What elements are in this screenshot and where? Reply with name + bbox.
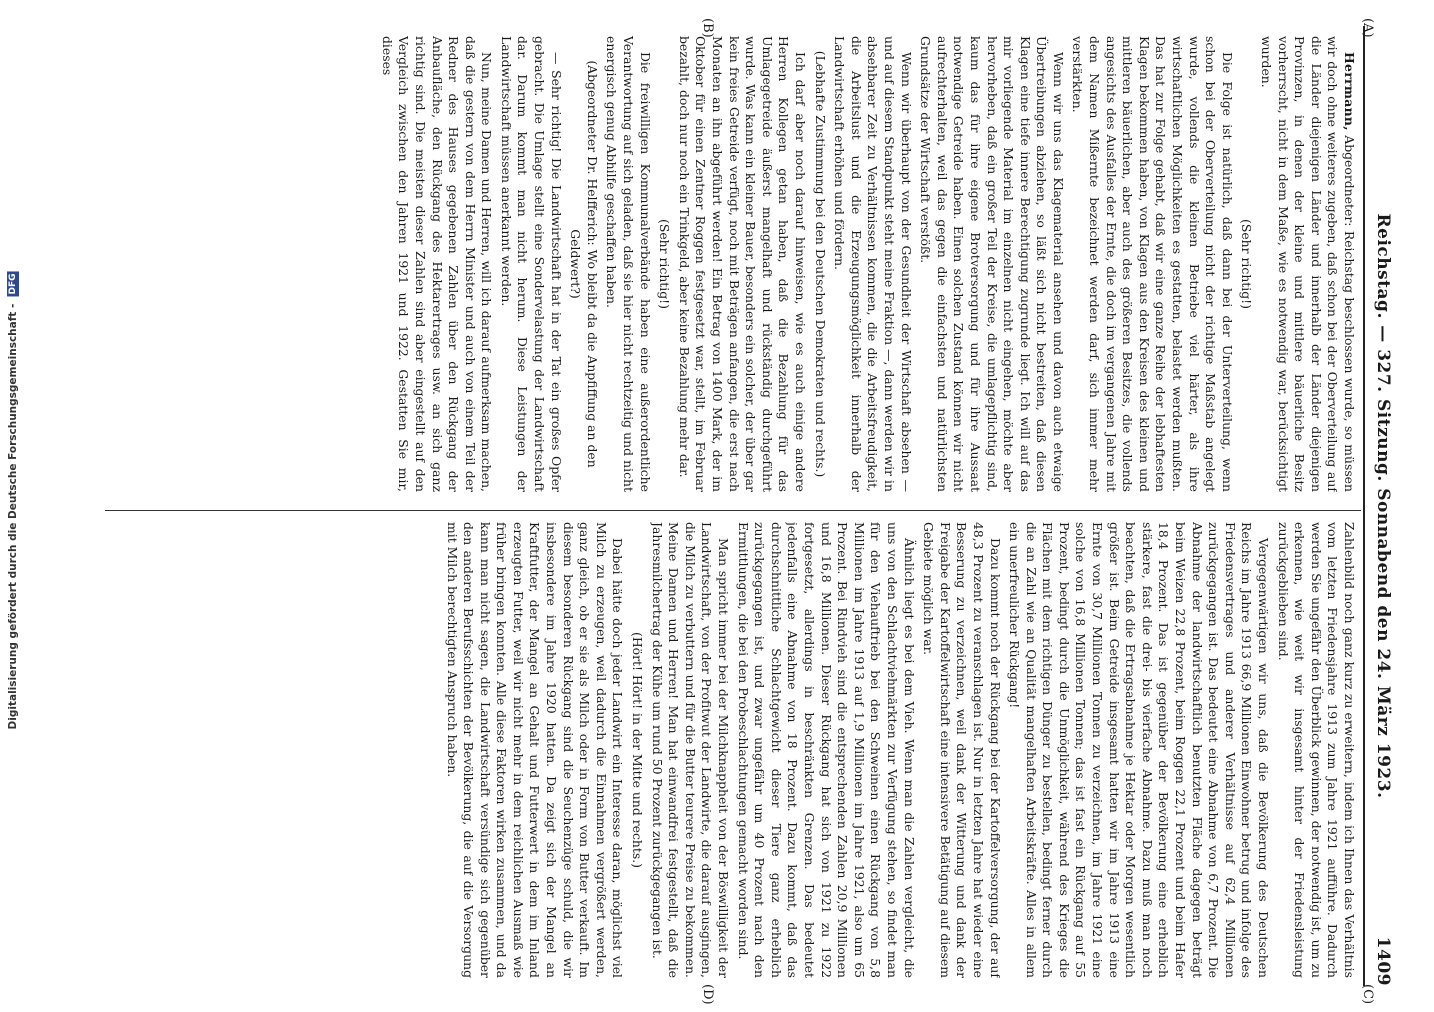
paragraph: Dazu kommt noch der Rückgang bei der Kartoffelversorgung, der auf 48,3 Prozent zu veranschlagen ist. Nur in letzten Jahre hat wieder eine Besserung zu verzeichnen, weil dank der Witterung und dank der Freigabe der Kartoffelwirtschaft eine intensivere Betätigung auf diesem Gebiete möglich war.	[921, 522, 1003, 978]
rotated-page	[81, 12, 1415, 1012]
paragraph: Ich darf aber noch darauf hinweisen, wie es auch einige andere Herren Kollegen getan haben, daß die Bezahlung für das Umlagegetreide äußerst mangelhaft und rückständig durchgeführt wurde. Was kann ein kleiner Bauer, besonders ein solcher, der über gar kein freies Getreide verfügt, noch mit Beträgen anfangen, die erst nach Monaten an ihn abgeführt werden! Ein Betrag von 1400 Mark, der im Oktober für einen Zentner Roggen festgesetzt war, stellt, im Februar bezahlt, doch nur noch ein Trinkgeld, aber keine Bezahlung mehr dar.	[676, 36, 808, 492]
interjection: (Sehr richtig!)	[657, 219, 673, 309]
margin-marker-a: (A)	[1360, 18, 1375, 38]
column-divider	[105, 510, 1361, 511]
paragraph: Die Folge ist natürlich, daß dann bei der Unterverteilung, wenn schon bei der Oberverteilung nicht der richtige Maßstab angelegt wurde, vollends die kleinen Betriebe viel härter, als ihre wirtschaftlichen Möglichkeiten es gestatten, belastet werden mußten. Das hat zur Folge gehabt, daß wir eine ganze Reihe der lebhaftesten Klagen bekommen haben, von Klagen aus den Kreisen des kleinen und mittleren bäuerlichen, aber auch des größeren Besitzes, die vollends angesichts des Ausfalles der Ernte, die doch im vergangenen Jahre mit dem Namen Mißernte bezeichnet werden darf, sich immer mehr verstärkten.	[1070, 36, 1235, 492]
interjection: (Sehr richtig!)	[1239, 219, 1255, 309]
paragraph: Dabei hätte doch jeder Landwirt ein Interesse daran, möglichst viel Milch zu erzeugen, weil dadurch die Einnahmen vergrößert werden, ganz gleich, ob er sie als Milch oder in Form von Butter verkauft. Im diesem besonderen Rückgang sind die Seuchenzüge schuld, die wir insbesondere im Jahre 1920 hatten. Da zeigt sich der Mangel an Kraftfutter, der Mangel an Gehalt und Futterwert in dem im Inland erzeugten Futter, weil wir nicht mehr in dem reichlichen Ausmaß wie früher bringen konnten. Alle diese Faktoren wirken zusammen, und da kann man nicht sagen, die Landwirtschaft versündige sich gegenüber den anderen Berufsschichten der Bevölkerung, die auf die Versorgung mit Milch berechtigten Anspruch haben.	[444, 522, 626, 978]
speaker-name: Herrmann,	[1342, 52, 1357, 131]
paragraph: Zahlenbild noch ganz kurz zu erweitern, indem ich Ihnen das Verhältnis vom letzten Friedensjahre 1913 zum Jahre 1921 aufführe. Dadurch werden Sie ungefähr den Überblick gewinnen, der notwendig ist, um zu erkennen, wie weit wir insgesamt hinter der Friedensleistung zurückgeblieben sind.	[1275, 522, 1357, 978]
page-number: 1409	[1373, 936, 1393, 986]
paragraph: Nun, meine Damen und Herren, will ich darauf aufmerksam machen, daß die gestern von dem Herrn Minister und auch von einem Teil der Redner des Hauses gegebenen Zahlen über den Rückgang der Anbaufläche, den Rückgang des Hektarertrages usw. an sich ganz richtig sind. Die meisten dieser Zahlen sind aber eingestellt auf den Vergleich zwischen den Jahren 1921 und 1922. Gestatten Sie mir, dieses	[379, 36, 495, 492]
paragraph: — Sehr richtig! Die Landwirtschaft hat in der Tat ein großes Opfer gebracht. Die Umlage stellt eine Sondervelastung der Landwirtschaft dar. Darum kommt man nicht herum. Diese Leistungen der Landwirtschaft müssen anerkannt werden.	[498, 36, 564, 492]
interjection: (Hört! Hört! in der Mitte und rechts.)	[630, 631, 646, 868]
speaker-role: Abgeordneter:	[1342, 135, 1357, 227]
paragraph: Vergegenwärtigen wir uns, daß die Bevölkerung des Deutschen Reichs im Jahre 1913 66,9 Millionen Einwohner betrug und infolge des Friedensvertrages und anderer Verhältnisse auf 62,4 Millionen zurückgegangen ist. Das bedeutet eine Abnahme von 6,7 Prozent. Die Abnahme der landwirtschaftlich benutzten Fläche dagegen beträgt beim Weizen 22,8 Prozent, beim Roggen 22,1 Prozent und beim Hafer 18,4 Prozent. Das ist gegenüber der Bevölkerung eine erheblich stärkere, fast die drei- bis vierfache Abnahme. Dazu muß man noch beachten, daß die Ertragsabnahme je Hektar oder Morgen wesentlich größer ist. Beim Getreide insgesamt hatten wir im Jahre 1913 eine Ernte von 30,7 Millionen Tonnen zu verzeichnen, im Jahre 1921 eine solche von 16,8 Millionen Tonnen; das ist fast ein Rückgang auf 55 Prozent, bedingt durch die Unmöglichkeit, während des Krieges die Flächen mit dem richtigen Dünger zu bestellen, bedingt ferner durch die an Zahl wie an Qualität mangelhaften Arbeitskräfte. Alles in allem ein unerfreulicher Rückgang!	[1007, 522, 1272, 978]
interjection: (Lebhafte Zustimmung bei den Deutschen Demokraten und rechts.)	[812, 50, 828, 478]
digitization-credit	[2, 8, 24, 992]
paragraph: Ähnlich liegt es bei dem Vieh. Wenn man die Zahlen vergleicht, die uns von den Schlachtviehmärkten zur Verfügung stehen, so findet man für den Viehauftrieb bei den Schweinen einen Rückgang von 5,8 Millionen im Jahre 1913 auf 1,9 Millionen im Jahre 1921, also um 65 Prozent. Bei Rindvieh sind die entsprechenden Zahlen 20,9 Millionen und 16,8 Millionen. Dieser Rückgang hat sich von 1921 zu 1922 fortgesetzt, allerdings in beschränkten Grenzen. Das bedeutet jedenfalls eine Abnahme von 18 Prozent. Dazu kommt, daß das durchschnittliche Schlachtgewicht dieser Tiere ganz erheblich zurückgegangen ist, und zwar ungefähr um 40 Prozent nach den Ermittlungen, die bei den Probeschlachtungen gemacht worden sind.	[735, 522, 917, 978]
credit-text: Digitalisierung gefördert durch die Deutsche Forschungsgemeinschaft -	[7, 303, 19, 730]
column-left	[107, 522, 1357, 978]
interjection: (Abgeordneter Dr. Helfferich: Wo bleibt da die Anpfiffung an den Geldwert?)	[568, 60, 600, 468]
page-header	[1363, 26, 1395, 986]
paragraph: Man spricht immer bei der Milchknappheit von der Böswilligkeit der Landwirtschaft, von der Profitwut der Landwirte, die darauf ausgingen, die Milch zu verbuttern und für die Butter teurere Preise zu bekommen. Meine Damen und Herren! Man hat einwandfrei festgestellt, daß die Jahresmilchertrag der Kühe um rund 50 Prozent zurückgegangen ist.	[649, 522, 732, 978]
paragraph: Wenn wir überhaupt von der Gesundheit der Wirtschaft absehen — und auf diesem Standpunkt steht meine Fraktion —, dann werden wir in absehbarer Zeit zu Verhältnissen kommen, die die Arbeitsfreudigkeit, die Arbeitslust und die Erzeugungsmöglichkeit innerhalb der Landwirtschaft erhöhen und fördern.	[832, 36, 914, 492]
speaker-paragraph	[1257, 36, 1357, 492]
page-title: Reichstag. — 327. Sitzung. Sonnabend den 24. März 1923.	[1373, 213, 1393, 799]
margin-marker-d: (D)	[700, 984, 715, 1005]
column-right	[107, 36, 1357, 492]
paragraph: Wenn wir uns das Klagematerial ansehen und davon auch etwaige Übertreibungen abziehen, so läßt sich nicht bestreiten, daß diesen Klagen eine tiefe innere Berechtigung zugrunde liegt. Ich will auf das mir vorliegende Material im einzelnen nicht eingehen, möchte aber hervorheben, daß ein großer Teil der Kreise, die umlagepflichtig sind, kaum das für ihre eigene Brotversorgung und für ihre Aussaat notwendige Getreide haben. Einen solchen Zustand können wir nicht aufrechterhalten, weil das gegen die einfachsten und natürlichsten Grundsätze der Wirtschaft verstößt.	[918, 36, 1066, 492]
paragraph: Die freiwilligen Kommunalverbände haben eine außerordentliche Verantwortung auf sich geladen, daß sie hier nicht rechtzeitig und nicht energisch genug Abhilfe geschaffen haben.	[604, 36, 653, 492]
margin-marker-b: (B)	[700, 18, 715, 38]
margin-marker-c: (C)	[1360, 984, 1375, 1005]
dfg-logo: DFG	[8, 272, 18, 294]
speech-text: Reichstag beschlossen wurde, so müssen wir doch ohne weiteres zugeben, daß schon bei der Oberverteilung auf die Länder diejenigen Länder und innerhalb der Länder diejenigen Provinzen, in denen der kleine und mittlere bäuerliche Besitz vorherrscht, nicht in dem Maße, wie es notwendig war, berücksichtigt wurden.	[1259, 36, 1357, 492]
